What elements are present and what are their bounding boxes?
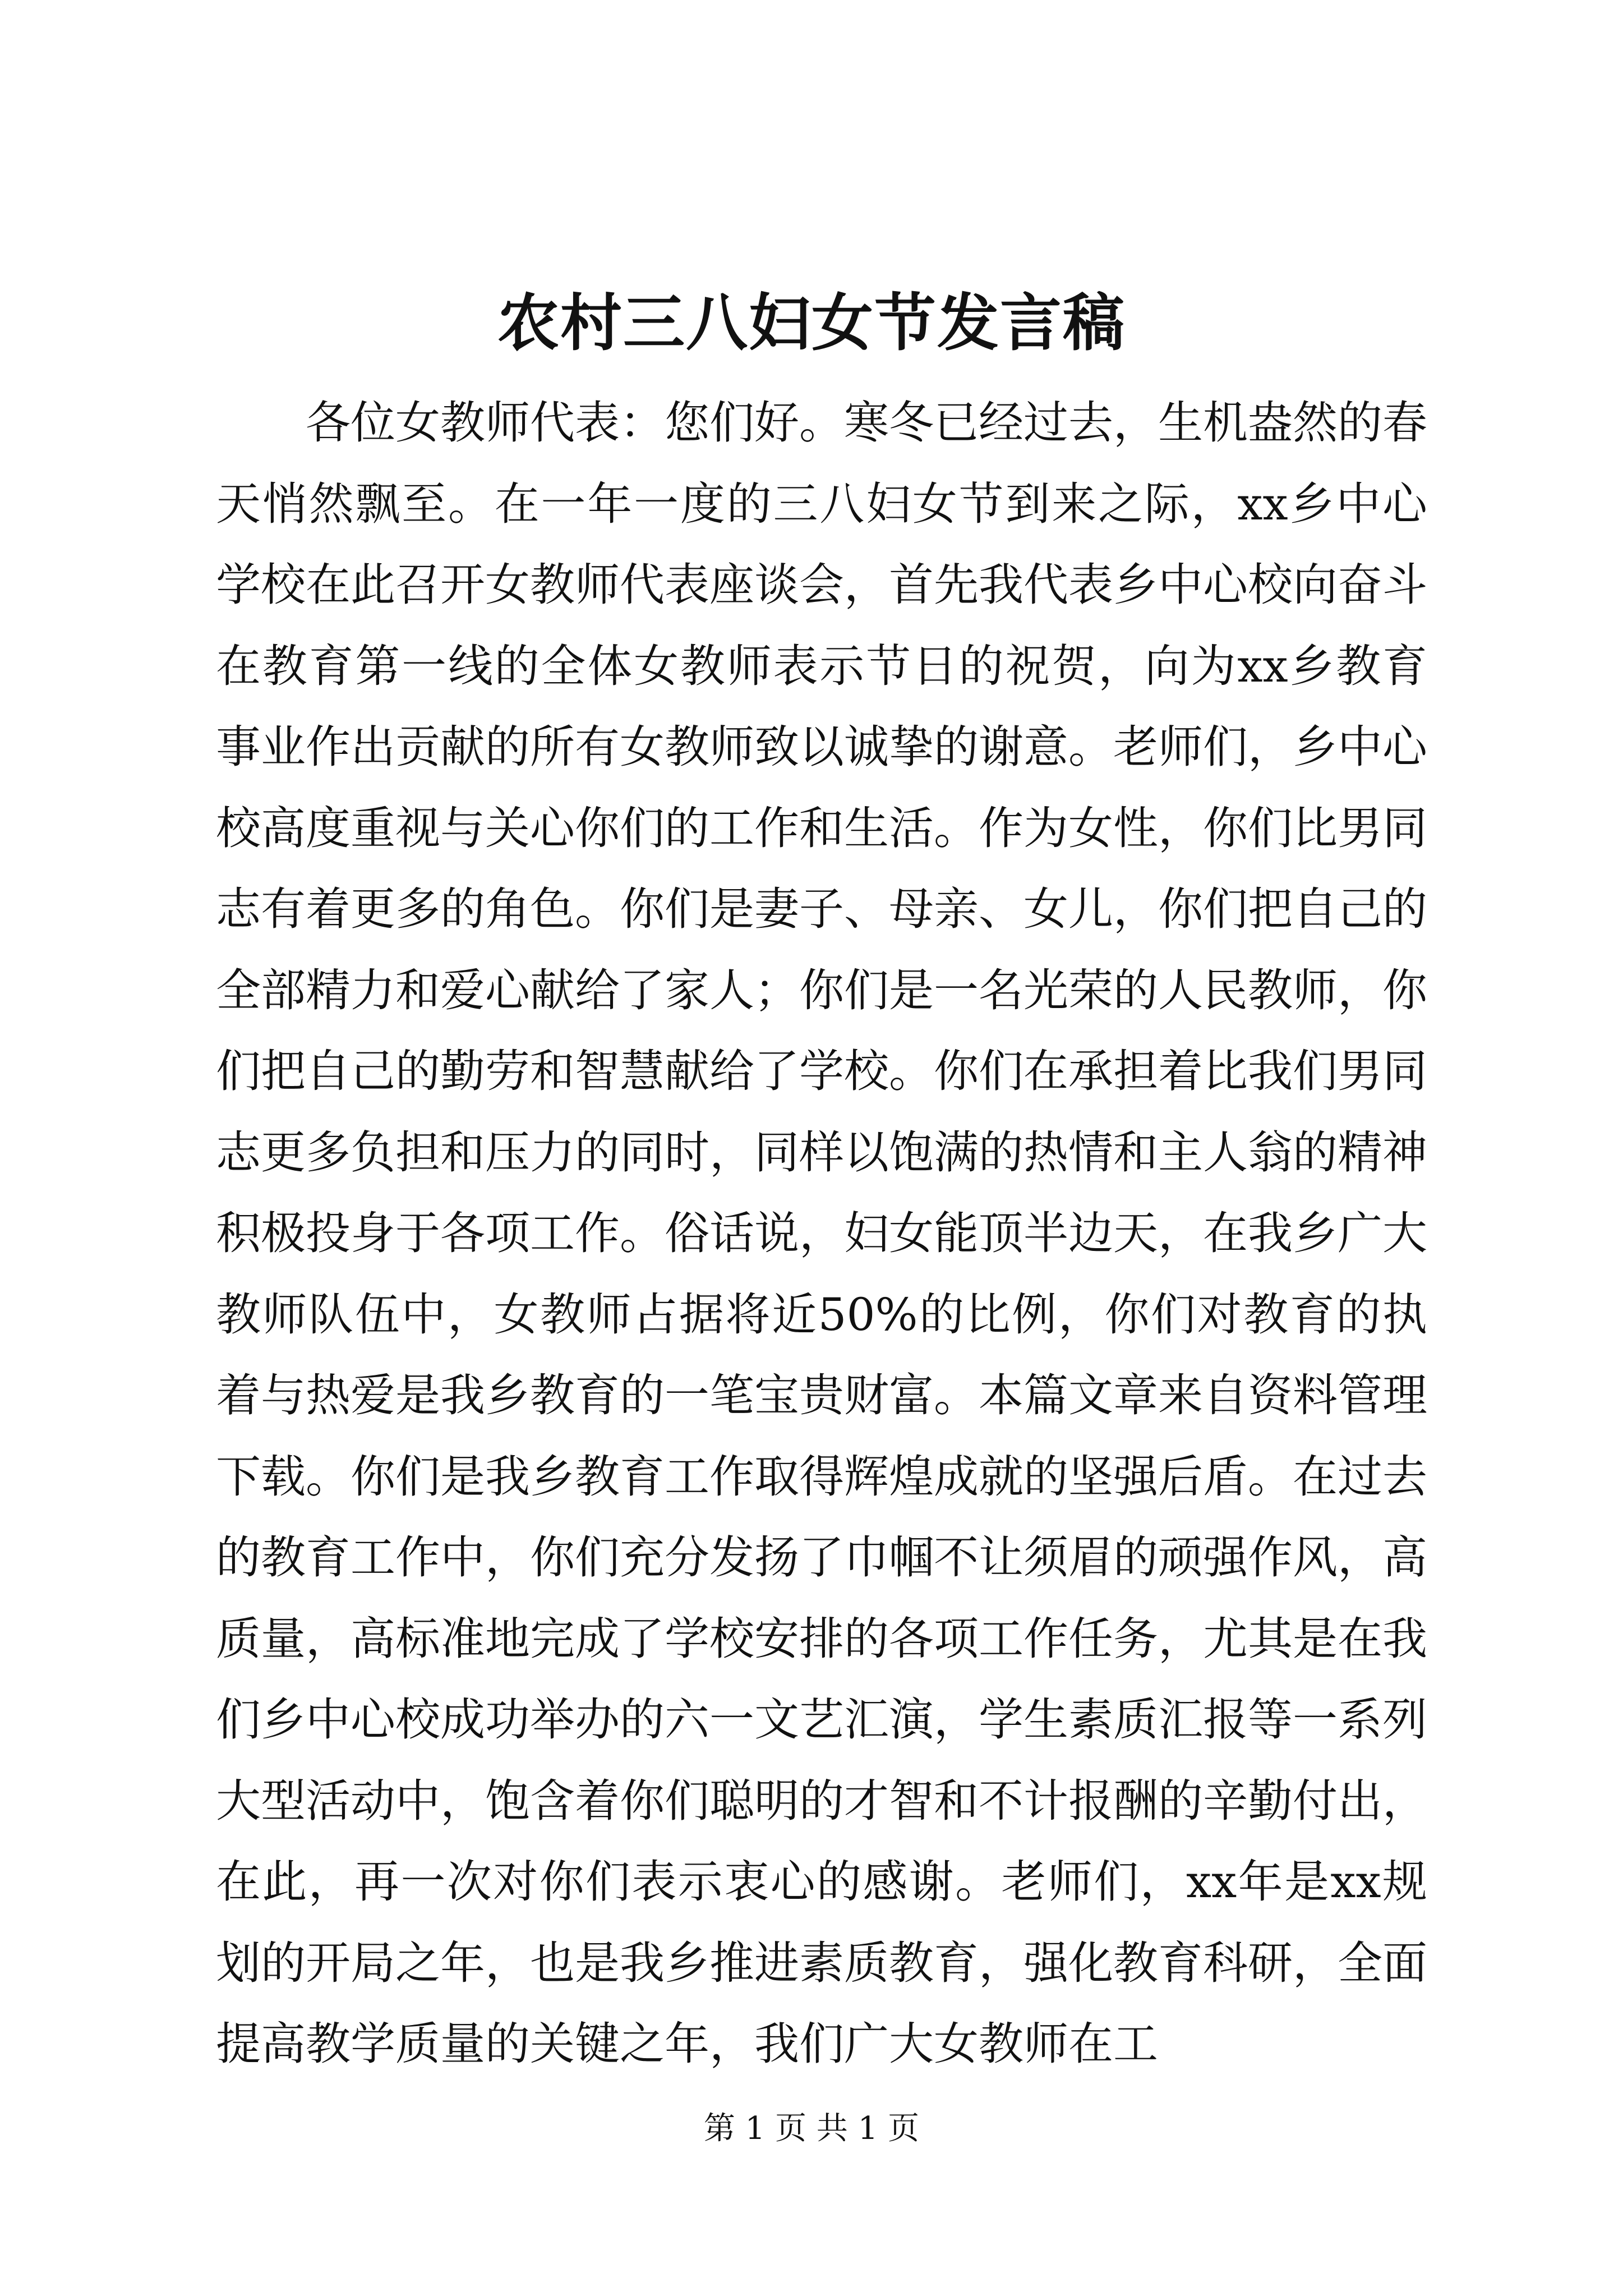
page-footer: 第 1 页 共 1 页 xyxy=(703,2110,920,2147)
document-body-paragraph: 各位女教师代表：您们好。寒冬已经过去，生机盎然的春天悄然飘至。在一年一度的三八妇女节到来之际，xx乡中心学校在此召开女教师代表座谈会，首先我代表乡中心校向奋斗在教育第一线的全体女教师表示节日的祝贺，向为xx乡教育事业作出贡献的所有女教师致以诚挚的谢意。老师们，乡中心校高度重视与关心你们的工作和生活。作为女性，你们比男同志有着更多的角色。你们是妻子、母亲、女儿，你们把自己的全部精力和爱心献给了家人；你们是一名光荣的人民教师，你们把自己的勤劳和智慧献给了学校。你们在承担着比我们男同志更多负担和压力的同时，同样以饱满的热情和主人翁的精神积极投身于各项工作。俗话说，妇女能顶半边天，在我乡广大教师队伍中，女教师占据将近50%的比例，你们对教育的执着与热爱是我乡教育的一笔宝贵财富。本篇文章来自资料管理下载。你们是我乡教育工作取得辉煌成就的坚强后盾。在过去的教育工作中，你们充分发扬了巾帼不让须眉的顽强作风，高质量，高标准地完成了学校安排的各项工作任务，尤其是在我们乡中心校成功举办的六一文艺汇演，学生素质汇报等一系列大型活动中，饱含着你们聪明的才智和不计报酬的辛勤付出，在此，再一次对你们表示衷心的感谢。老师们，xx年是xx规划的开局之年，也是我乡推进素质教育，强化教育科研，全面提高教学质量的关键之年，我们广大女教师在工 xyxy=(216,397,1427,2070)
document-title: 农村三八妇女节发言稿 xyxy=(497,287,1126,359)
